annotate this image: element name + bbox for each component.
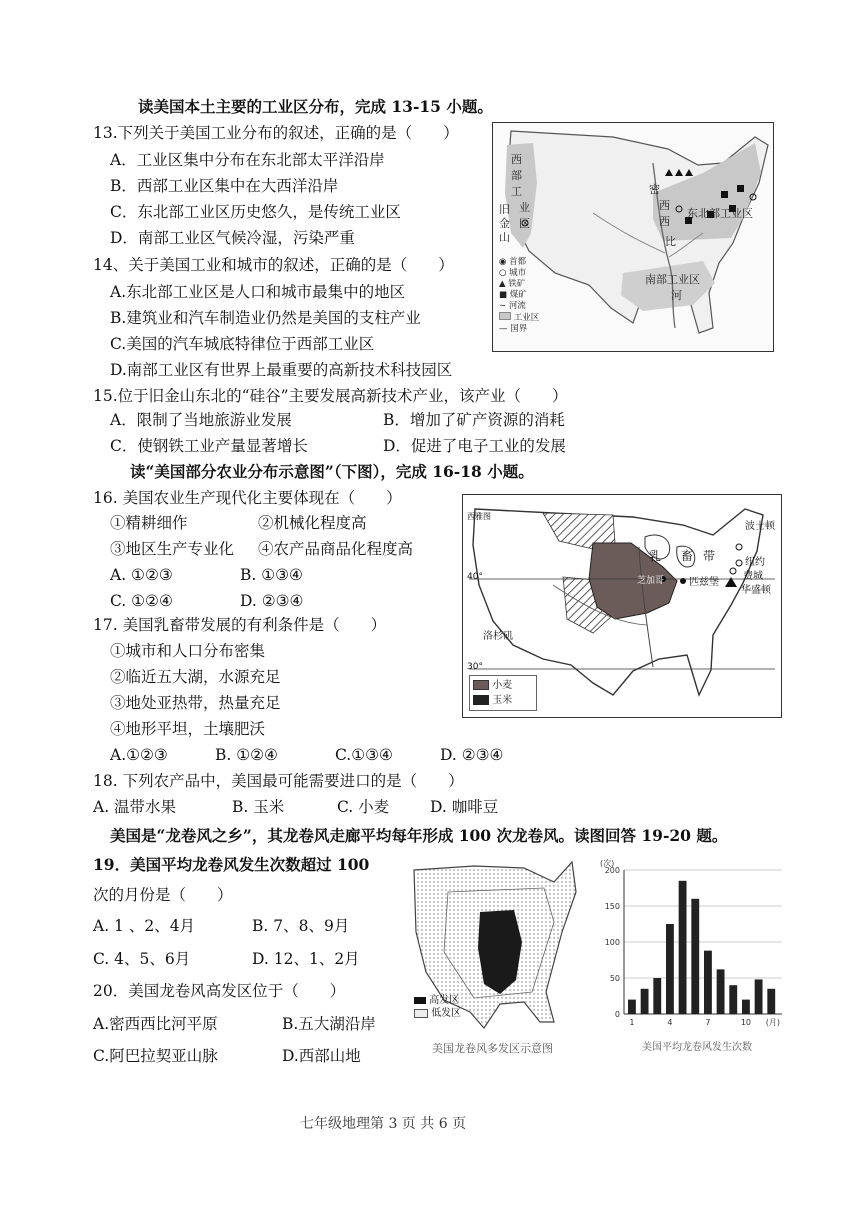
tornado-map: [404, 852, 580, 1062]
x-tick-label: 4: [667, 1018, 673, 1027]
intro-16-18: 读“美国部分农业分布示意图”（下图），完成 16-18 小题。: [130, 462, 534, 481]
svg-text:西: 西: [659, 215, 670, 228]
q14-stem: 14、关于美国工业和城市的叙述，正确的是（ ）: [93, 256, 454, 274]
q19-option-b: B. 7、8、9月: [252, 917, 350, 935]
q13-option-a: A．工业区集中分布在东北部太平洋沿岸: [110, 151, 385, 169]
q17-item-1: ①城市和人口分布密集: [110, 642, 266, 660]
q20-option-a: A.密西西比河平原: [93, 1015, 218, 1033]
lat-40-label: 40°: [467, 572, 483, 582]
q20-option-b: B.五大湖沿岸: [282, 1015, 376, 1033]
river-icon: ∼: [499, 301, 507, 311]
bar-month-11: [755, 979, 763, 1014]
q20-option-c: C.阿巴拉契亚山脉: [93, 1047, 218, 1065]
city-icon: ○: [499, 268, 507, 278]
x-tick-label: 7: [705, 1018, 711, 1027]
q15-option-b: B．增加了矿产资源的消耗: [383, 411, 565, 429]
q19-option-d: D. 12、1、2月: [252, 950, 360, 968]
svg-text:河: 河: [671, 289, 682, 302]
tornado-chart: [598, 852, 788, 1062]
philadelphia-label: 费城: [743, 571, 763, 582]
q16-stem: 16. 美国农业生产现代化主要体现在（ ）: [93, 489, 402, 507]
q16-option-a: A. ①②③: [110, 566, 173, 584]
coal-icon: ■: [499, 290, 508, 300]
y-axis-label: (次): [600, 859, 615, 868]
q17-option-a: A.①②③: [110, 746, 168, 764]
q13-stem: 13.下列关于美国工业分布的叙述，正确的是（ ）: [93, 124, 459, 142]
q16-option-c: C. ①②④: [110, 592, 173, 610]
q17-item-2: ②临近五大湖，水源充足: [110, 668, 281, 686]
ny-label: 纽约: [745, 557, 765, 568]
q15-option-a: A．限制了当地旅游业发展: [110, 411, 292, 429]
bar-month-1: [628, 1000, 636, 1014]
q19-stem-line2: 次的月份是（ ）: [93, 886, 233, 904]
q18-option-a: A. 温带水果: [93, 798, 177, 816]
tornado-legend: 高发区 低发区: [414, 994, 461, 1020]
y-tick-label: 0: [614, 1010, 620, 1019]
bar-month-9: [729, 985, 737, 1014]
boston-label: 波士顿: [745, 521, 775, 532]
tornado-map-caption: 美国龙卷风多发区示意图: [432, 1042, 553, 1055]
capital-icon: ◉: [499, 257, 507, 267]
x-tick-label: 1: [629, 1018, 635, 1027]
bar-month-2: [641, 989, 649, 1014]
industry-map: [492, 122, 774, 352]
seattle-label: 西雅图: [467, 512, 491, 521]
q16-item-1: ①精耕细作: [110, 514, 188, 532]
svg-text:西: 西: [659, 199, 670, 212]
dc-label: 华盛顿: [741, 585, 771, 596]
svg-text:西: 西: [511, 153, 522, 166]
svg-text:山: 山: [499, 231, 510, 244]
agri-legend: 小麦 玉米: [469, 675, 537, 711]
q19-option-a: A. 1 、2、4月: [93, 917, 196, 935]
border-icon: —: [499, 324, 508, 334]
dairy-label-2: 畜: [681, 549, 694, 563]
bar-month-5: [679, 881, 687, 1014]
q19-stem-line1: 19．美国平均龙卷风发生次数超过 100: [93, 855, 370, 874]
bar-month-8: [717, 969, 725, 1014]
q19-option-c: C. 4、5、6月: [93, 950, 191, 968]
q14-option-b: B.建筑业和汽车制造业仍然是美国的支柱产业: [110, 309, 421, 327]
q18-option-d: D. 咖啡豆: [430, 798, 499, 816]
svg-text:部: 部: [511, 169, 522, 182]
q16-option-d: D. ②③④: [240, 592, 304, 610]
dairy-label-3: 带: [703, 549, 716, 563]
q15-stem: 15.位于旧金山东北的“硅谷”主要发展高新技术产业，该产业（ ）: [93, 387, 568, 405]
q14-option-a: A.东北部工业区是人口和城市最集中的地区: [110, 283, 406, 301]
q18-option-b: B. 玉米: [232, 798, 285, 816]
tornado-bar-chart-svg: [598, 852, 788, 1062]
q18-stem: 18. 下列农产品中，美国最可能需要进口的是（ ）: [93, 772, 464, 790]
q15-option-d: D．促进了电子工业的发展: [383, 437, 566, 455]
q14-option-c: C.美国的汽车城底特律位于西部工业区: [110, 335, 375, 353]
high-zone-icon: [414, 997, 426, 1004]
bar-month-10: [742, 1000, 750, 1014]
q16-item-3: ③地区生产专业化: [110, 540, 235, 558]
svg-text:密: 密: [649, 183, 660, 196]
q17-option-c: C.①③④: [335, 746, 393, 764]
q14-option-d: D.南部工业区有世界上最重要的高新技术科技园区: [110, 361, 453, 379]
q20-option-d: D.西部山地: [282, 1047, 361, 1065]
intro-19-20: 美国是“龙卷风之乡”，其龙卷风走廊平均每年形成 100 次龙卷风。读图回答 19-20 题。: [110, 826, 728, 845]
q13-option-b: B．西部工业区集中在大西洋沿岸: [110, 177, 339, 195]
svg-text:业: 业: [519, 201, 530, 214]
bar-month-3: [653, 978, 661, 1014]
q20-stem: 20．美国龙卷风高发区位于（ ）: [93, 982, 346, 1000]
chicago-label: 芝加哥: [637, 576, 665, 586]
svg-text:东北部工业区: 东北部工业区: [687, 207, 753, 220]
low-zone-icon: [414, 1009, 428, 1018]
bar-month-6: [691, 899, 699, 1014]
x-tick-label: 10: [740, 1018, 752, 1027]
q13-option-d: D．南部工业区气候冷湿，污染严重: [110, 229, 355, 247]
iron-icon: ▲: [499, 279, 506, 289]
q17-item-3: ③地处亚热带，热量充足: [110, 694, 281, 712]
lat-30-label: 30°: [467, 662, 483, 672]
bar-month-7: [704, 951, 712, 1014]
x-axis-label: (月): [765, 1018, 780, 1027]
chart-title: 美国平均龙卷风发生次数: [642, 1042, 752, 1053]
dairy-label-1: 乳: [649, 549, 662, 563]
y-tick-label: 50: [609, 974, 620, 983]
page-footer: 七年级地理第 3 页 共 6 页: [300, 1116, 467, 1132]
y-tick-label: 150: [604, 902, 620, 911]
q13-option-c: C．东北部工业区历史悠久，是传统工业区: [110, 203, 401, 221]
pittsburgh-label: 匹兹堡: [689, 577, 719, 588]
y-tick-label: 200: [604, 866, 620, 875]
q16-option-b: B. ①③④: [240, 566, 303, 584]
bar-month-4: [666, 924, 674, 1014]
wheat-swatch-icon: [473, 680, 489, 690]
bar-month-12: [767, 989, 775, 1014]
svg-text:旧: 旧: [499, 203, 510, 216]
svg-text:金: 金: [499, 217, 510, 230]
svg-text:工: 工: [511, 185, 522, 198]
la-label: 洛杉矶: [483, 631, 513, 642]
q17-item-4: ④地形平坦，土壤肥沃: [110, 720, 266, 738]
q16-item-2: ②机械化程度高: [258, 514, 367, 532]
q15-option-c: C．使钢铁工业产量显著增长: [110, 437, 308, 455]
intro-13-15: 读美国本土主要的工业区分布，完成 13-15 小题。: [138, 97, 493, 116]
q16-item-4: ④农产品商品化程度高: [258, 540, 414, 558]
q17-option-d: D. ②③④: [440, 746, 504, 764]
q18-option-c: C. 小麦: [337, 798, 390, 816]
industry-map-legend: ◉ 首都 ○ 城市 ▲ 铁矿 ■ 煤矿 ∼ 河流 工业区 — 国界: [499, 257, 540, 334]
agriculture-map: [462, 494, 782, 718]
industrial-zone-icon: [499, 312, 511, 320]
svg-text:比: 比: [665, 235, 676, 248]
q17-option-b: B. ①②④: [215, 746, 278, 764]
svg-text:区: 区: [519, 217, 530, 230]
svg-text:南部工业区: 南部工业区: [645, 273, 700, 286]
corn-swatch-icon: [473, 695, 489, 705]
y-tick-label: 100: [604, 938, 620, 947]
q17-stem: 17. 美国乳畜带发展的有利条件是（ ）: [93, 616, 387, 634]
